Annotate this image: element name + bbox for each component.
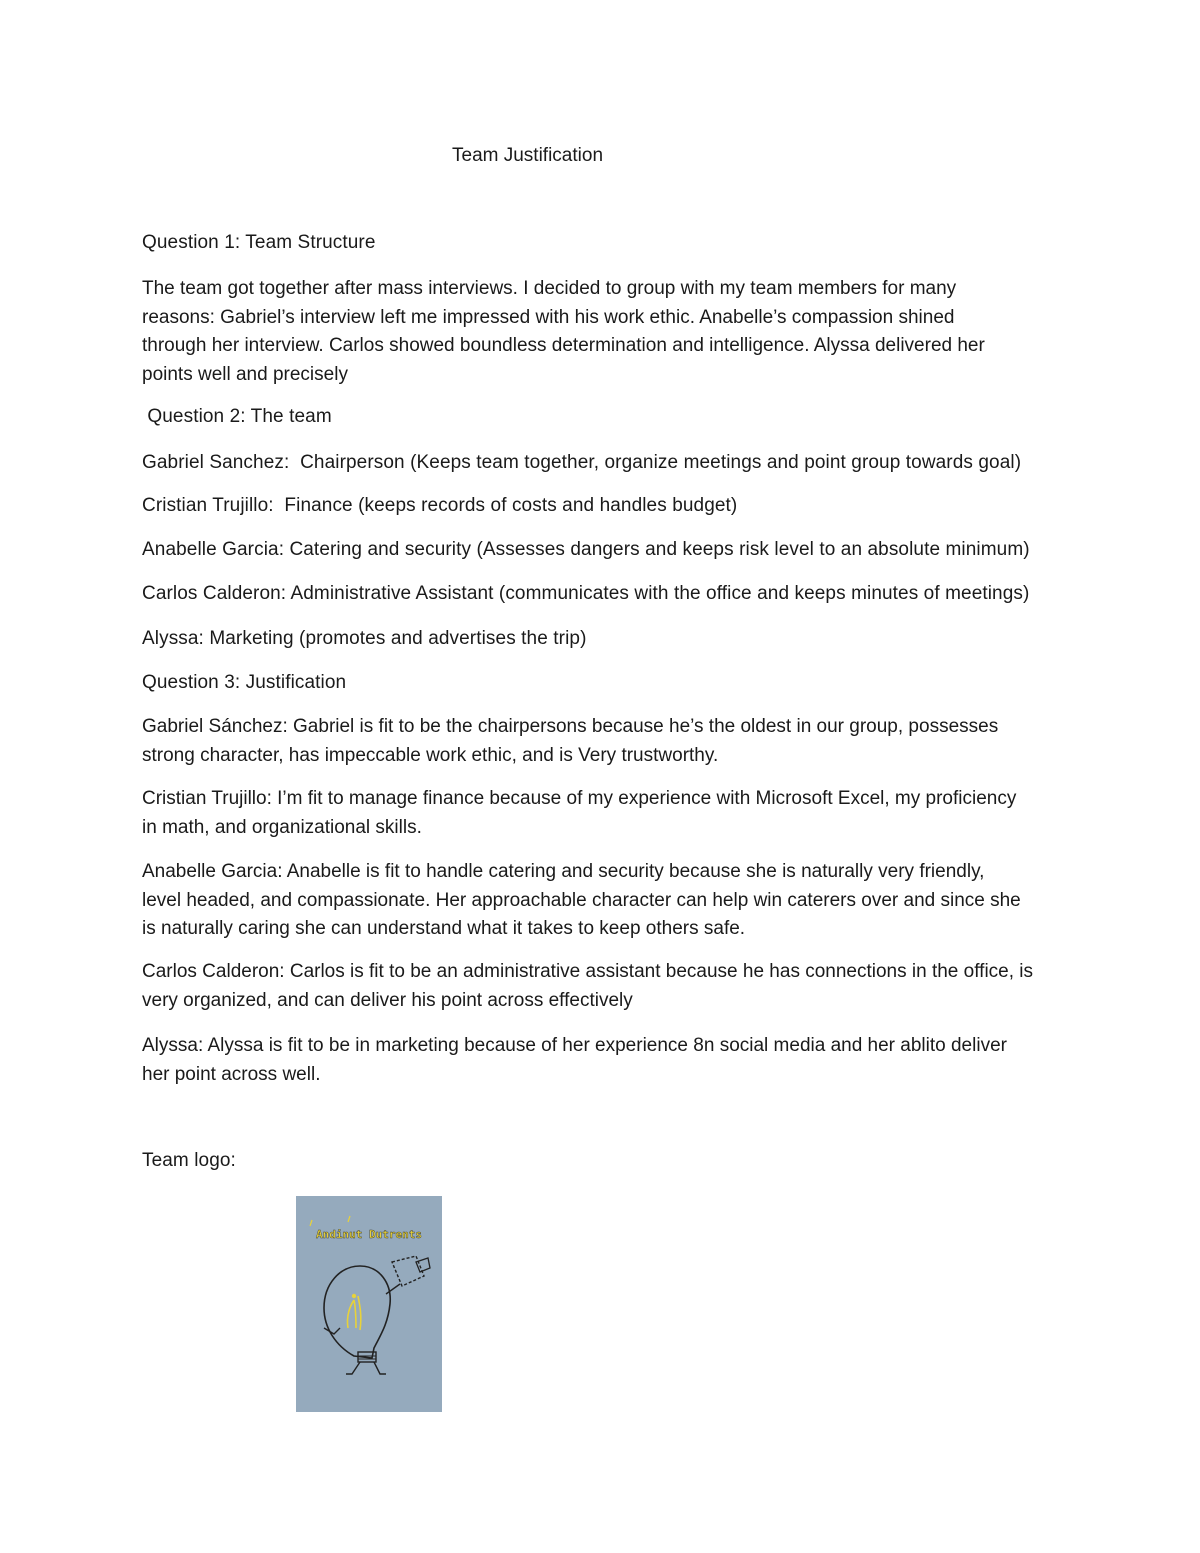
paragraph-line: Anabelle Garcia: Anabelle is fit to handle catering and security because she is naturally very friendly, <box>142 861 985 882</box>
paragraph-line: is naturally caring she can understand what it takes to keep others safe. <box>142 918 746 939</box>
paragraph-line: level headed, and compassionate. Her approachable character can help win caterers over and since she <box>142 889 1021 911</box>
team-logo <box>296 1196 442 1412</box>
justification-cristian <box>142 785 1082 842</box>
paragraph-line: The team got together after mass interviews. I decided to group with my team members for many <box>142 278 957 299</box>
justification-carlos <box>142 958 1082 1015</box>
role-carlos: Carlos Calderon: Administrative Assistant (communicates with the office and keeps minutes of meetings) <box>142 583 1030 604</box>
role-alyssa: Alyssa: Marketing (promotes and advertises the trip) <box>142 628 587 649</box>
justification-anabelle <box>142 858 1082 944</box>
role-cristian: Cristian Trujillo: Finance (keeps records of costs and handles budget) <box>142 495 738 516</box>
question-2-heading: Question 2: The team <box>142 406 332 427</box>
document-title: Team Justification <box>452 145 604 166</box>
paragraph-line: in math, and organizational skills. <box>142 816 422 838</box>
role-anabelle: Anabelle Garcia: Catering and security (Assesses dangers and keeps risk level to an absolute minimum) <box>142 539 1030 560</box>
paragraph-line: through her interview. Carlos showed boundless determination and intelligence. Alyssa delivered her <box>142 335 985 356</box>
paragraph-line: Cristian Trujillo: I’m fit to manage finance because of my experience with Microsoft Excel, my proficiency <box>142 788 1017 809</box>
role-gabriel: Gabriel Sanchez: Chairperson (Keeps team together, organize meetings and point group towards goal) <box>142 452 1022 473</box>
paragraph-line: points well and precisely <box>142 363 348 385</box>
paragraph-line: very organized, and can deliver his point across effectively <box>142 989 633 1011</box>
svg-text:Andinut Dutrents: Andinut Dutrents <box>316 1228 422 1241</box>
paragraph-line: strong character, has impeccable work ethic, and is Very trustworthy. <box>142 744 719 766</box>
justification-alyssa <box>142 1032 1082 1089</box>
lightbulb-character-icon <box>296 1196 442 1412</box>
question-1-heading: Question 1: Team Structure <box>142 232 376 253</box>
paragraph-line: Gabriel Sánchez: Gabriel is fit to be the chairpersons because he’s the oldest in our group, possesses <box>142 716 999 737</box>
paragraph-line: Carlos Calderon: Carlos is fit to be an administrative assistant because he has connections in the office, is <box>142 961 1034 982</box>
question-1-paragraph <box>142 275 1082 389</box>
justification-gabriel <box>142 713 1082 770</box>
question-3-heading: Question 3: Justification <box>142 672 347 693</box>
team-logo-label: Team logo: <box>142 1150 236 1171</box>
paragraph-line: Alyssa: Alyssa is fit to be in marketing because of her experience 8n social media and her ablito deliver <box>142 1035 1007 1056</box>
paragraph-line: reasons: Gabriel’s interview left me impressed with his work ethic. Anabelle’s compassion shined <box>142 306 955 328</box>
paragraph-line: her point across well. <box>142 1063 321 1085</box>
